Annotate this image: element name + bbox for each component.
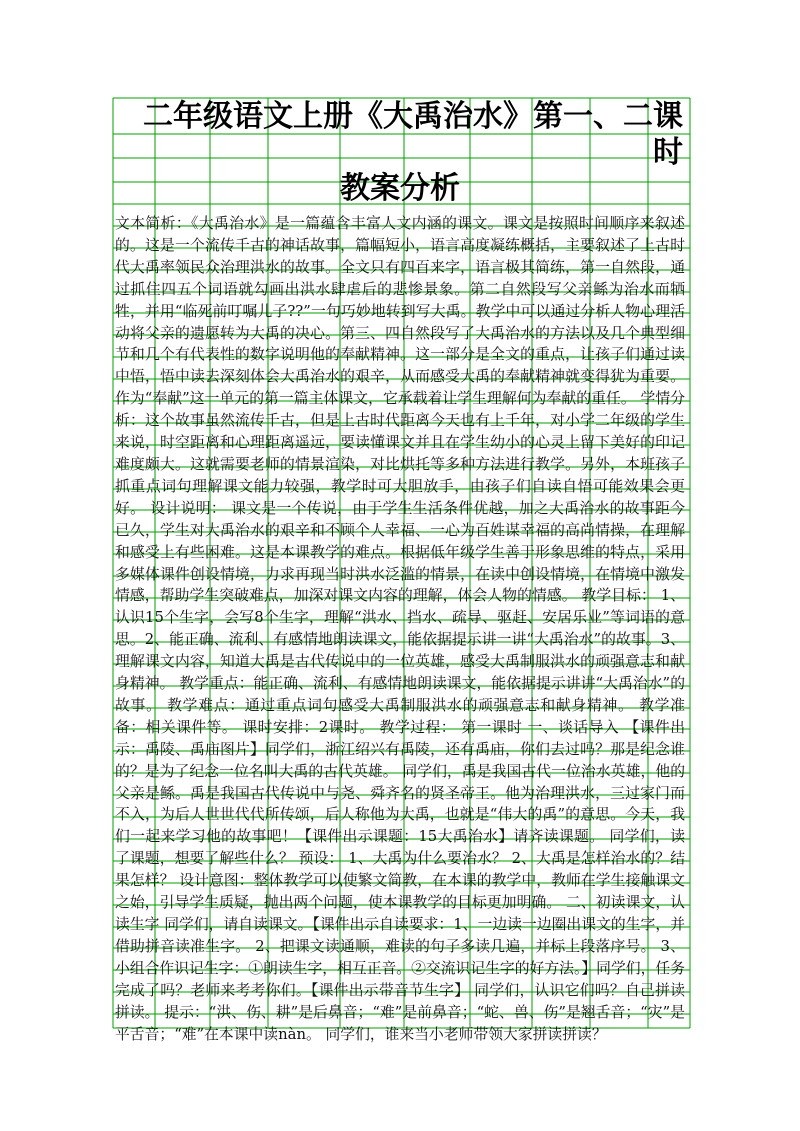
title-line-1: 二年级语文上册《大禹治水》第一、二课时 (143, 99, 683, 170)
document-content (115, 95, 685, 1045)
document-title (115, 95, 685, 207)
document-body-text: 文本简析：《大禹治水》是一篇蕴含丰富人文内涵的课文。课文是按照时间顺序来叙述的。这是一个流传千古的神话故事，篇幅短小，语言高度凝练概括，主要叙述了上古时代大禹率领民众治理洪水的故事。全文只有四百来字，语言极其简练，第一自然段，通过抓住四五个词语就勾画出洪水肆虐后的悲惨景象。第二自然段写父亲鲧为治水而牺牲，并用“临死前叮嘱儿子??”一句巧妙地转到写大禹。教学中可以通过分析人物心理活动将父亲的遗愿转为大禹的决心。第三、四自然段写了大禹治水的方法以及几个典型细节和几个有代表性的数字说明他的奉献精神。这一部分是全文的重点，让孩子们通过读中悟，悟中读去深刻体会大禹治水的艰辛，从而感受大禹的奉献精神就变得犹为重要。作为“奉献”这一单元的第一篇主体课文，它承载着让学生理解何为奉献的重任。 学情分析：这个故事虽然流传千古，但是上古时代距离今天也有上千年，对小学二年级的学生来说，时空距离和心理距离遥远，要读懂课文并且在学生幼小的心灵上留下美好的印记难度颇大。这就需要老师的情景渲染，对比烘托等多种方法进行教学。另外，本班孩子抓重点词句理解课文能力较强，教学时可大胆放手，由孩子们自读自悟可能效果会更好。 设计说明： 课文是一个传说，由于学生生活条件优越，加之大禹治水的故事距今已久，学生对大禹治水的艰辛和不顾个人幸福、一心为百姓谋幸福的高尚情操，在理解和感受上有些困难。这是本课教学的难点。根据低年级学生善于形象思维的特点，采用多媒体课件创设情境，力求再现当时洪水泛滥的情景，在读中创设情境，在情境中激发情感，帮助学生突破难点，加深对课文内容的理解，体会人物的情感。 教学目标： 1、认识15个生字，会写8个生字，理解“洪水、挡水、疏导、驱赶、安居乐业”等词语的意思。2、能正确、流利、有感情地朗读课文，能依据提示讲一讲“大禹治水”的故事。3、理解课文内容，知道大禹是古代传说中的一位英雄，感受大禹制服洪水的顽强意志和献身精神。 教学重点：能正确、流利、有感情地朗读课文，能依据提示讲讲“大禹治水”的故事。 教学难点：通过重点词句感受大禹制服洪水的顽强意志和献身精神。 教学准备：相关课件等。 课时安排：2课时。 教学过程： 第一课时 一、谈话导入 【课件出示：禹陵、禹庙图片】同学们，浙江绍兴有禹陵，还有禹庙，你们去过吗？那是纪念谁的？是为了纪念一位名叫大禹的古代英雄。 同学们，禹是我国古代一位治水英雄，他的父亲是鲧。禹是我国古代传说中与尧、舜齐名的贤圣帝王。他为治理洪水，三过家门而不入，为后人世世代代所传颂，后人称他为大禹，也就是“伟大的禹”的意思。今天，我们一起来学习他的故事吧！【课件出示课题：15大禹治水】请齐读课题。 同学们，读了课题，想要了解些什么？ 预设： 1、大禹为什么要治水？ 2、大禹是怎样治水的？结果怎样？ 设计意图：整体教学可以使繁文简教，在本课的教学中，教师在学生接触课文之始，引导学生质疑，抛出两个问题，使本课教学的目标更加明确。 二、初读课文，认读生字 同学们，请自读课文。【课件出示自读要求：1、一边读一边圈出课文的生字，并借助拼音读准生字。 2、把课文读通顺，难读的句子多读几遍，并标上段落序号。 3、小组合作识记生字：①朗读生字，相互正音。②交流识记生字的好方法。】同学们，任务完成了吗？老师来考考你们。【课件出示带音节生字】 同学们，认识它们吗？自己拼读拼读。 提示：“洪、伤、耕”是后鼻音；“难”是前鼻音；“蛇、兽、伤”是翘舌音；“灾”是平舌音；“难”在本课中读nàn。 同学们，谁来当小老师带领大家拼读拼读？ (115, 215, 685, 1043)
title-line-2: 教案分析 (340, 171, 460, 206)
